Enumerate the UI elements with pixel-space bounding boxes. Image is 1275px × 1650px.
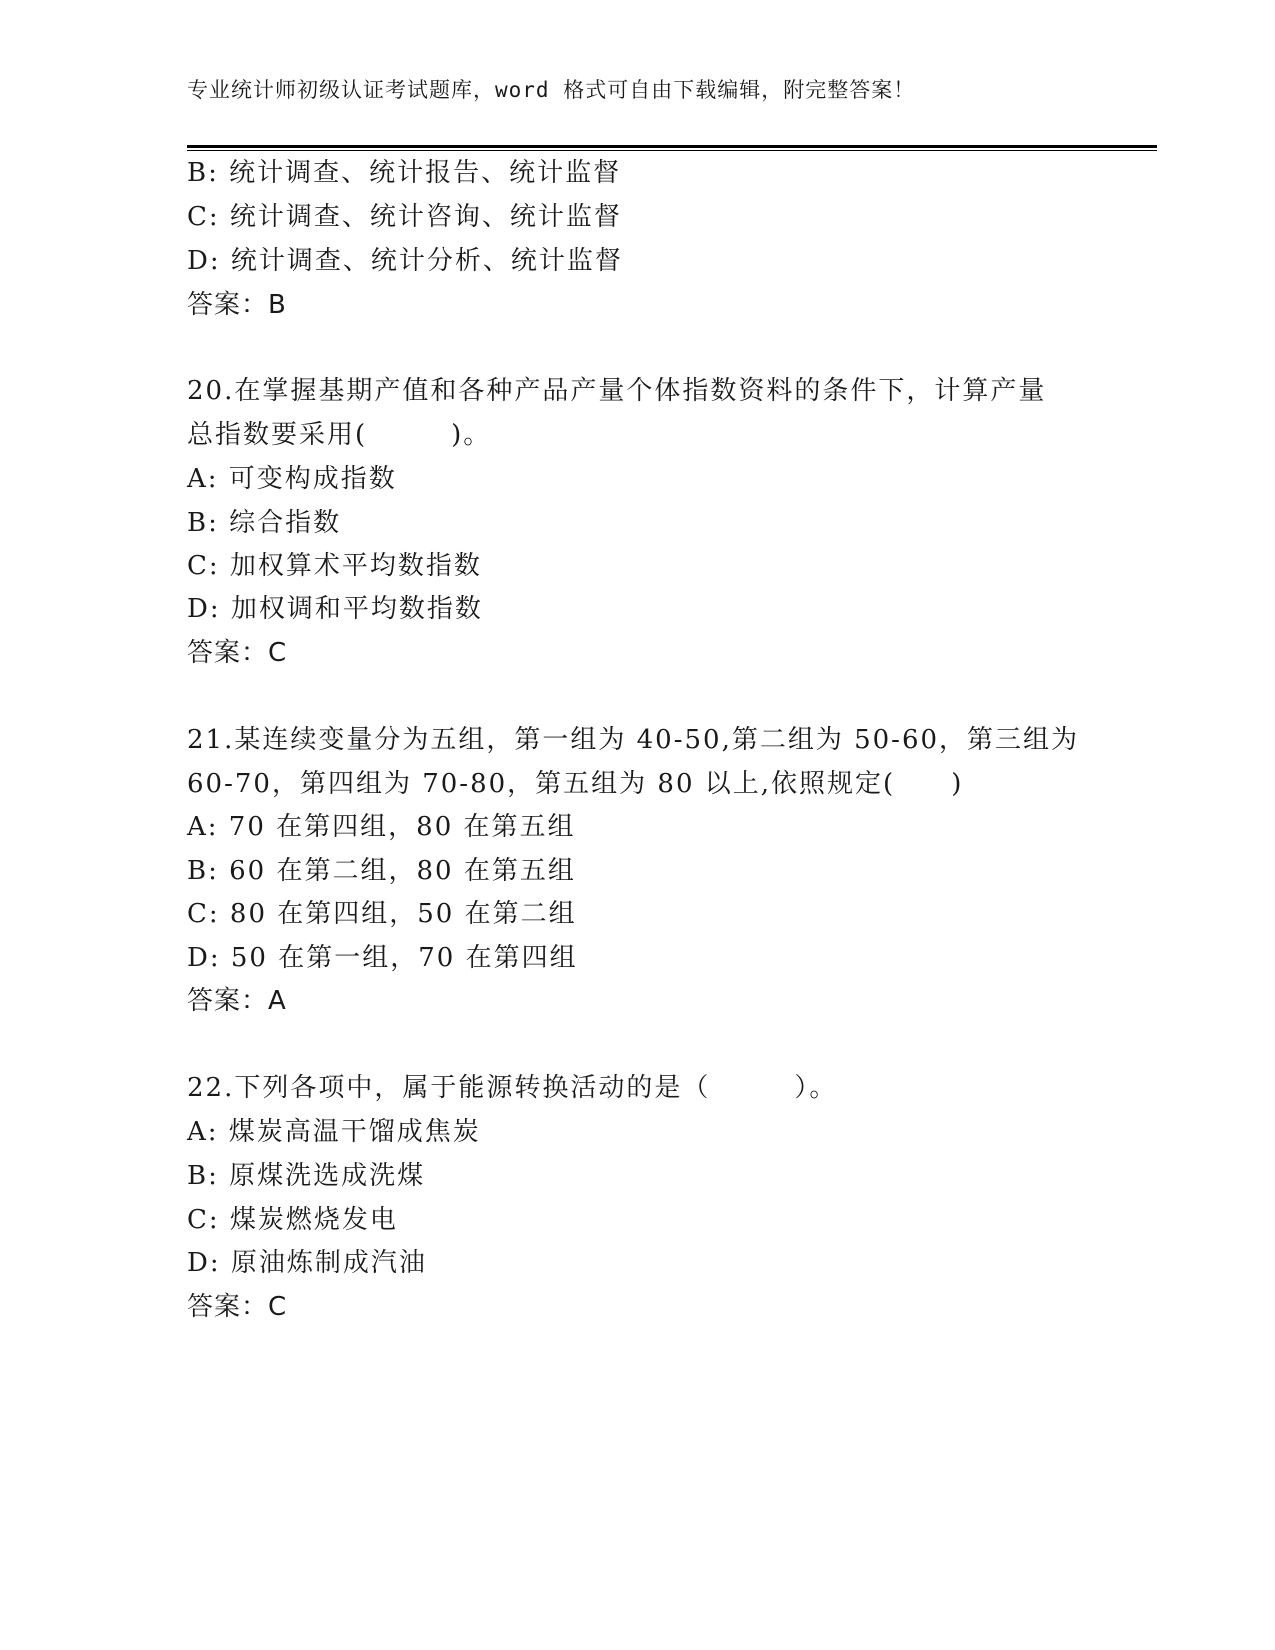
page-header: 专业统计师初级认证考试题库，word 格式可自由下载编辑，附完整答案！ — [187, 78, 916, 102]
answer: 答案：C — [187, 638, 288, 668]
question-stem: 20.在掌握基期产值和各种产品产量个体指数资料的条件下，计算产量 — [187, 376, 1047, 406]
question-stem: 22.下列各项中，属于能源转换活动的是（ ）。 — [187, 1073, 838, 1103]
header-divider-thick — [187, 145, 1157, 148]
option-c: C: 统计调查、统计咨询、统计监督 — [187, 202, 622, 232]
option-a: A: 70 在第四组，80 在第五组 — [187, 812, 576, 842]
question-stem: 总指数要采用( )。 — [187, 420, 492, 450]
option-b: B: 统计调查、统计报告、统计监督 — [187, 158, 622, 188]
question-stem: 60-70，第四组为 70-80，第五组为 80 以上,依照规定( ) — [187, 769, 964, 799]
option-b: B: 60 在第二组，80 在第五组 — [187, 856, 576, 886]
option-b: B: 综合指数 — [187, 508, 342, 538]
option-a: A: 煤炭高温干馏成焦炭 — [187, 1117, 481, 1147]
answer: 答案：A — [187, 986, 287, 1016]
answer: 答案：B — [187, 290, 287, 320]
option-d: D: 原油炼制成汽油 — [187, 1248, 427, 1278]
option-d: D: 50 在第一组，70 在第四组 — [187, 943, 578, 973]
option-a: A: 可变构成指数 — [187, 464, 397, 494]
option-d: D: 统计调查、统计分析、统计监督 — [187, 246, 623, 276]
option-d: D: 加权调和平均数指数 — [187, 594, 483, 624]
option-b: B: 原煤洗选成洗煤 — [187, 1161, 426, 1191]
option-c: C: 加权算术平均数指数 — [187, 551, 482, 581]
option-c: C: 80 在第四组，50 在第二组 — [187, 899, 577, 929]
question-stem: 21.某连续变量分为五组，第一组为 40-50,第二组为 50-60，第三组为 — [187, 725, 1080, 755]
option-c: C: 煤炭燃烧发电 — [187, 1205, 398, 1235]
header-divider-thin — [187, 150, 1157, 151]
answer: 答案：C — [187, 1292, 288, 1322]
